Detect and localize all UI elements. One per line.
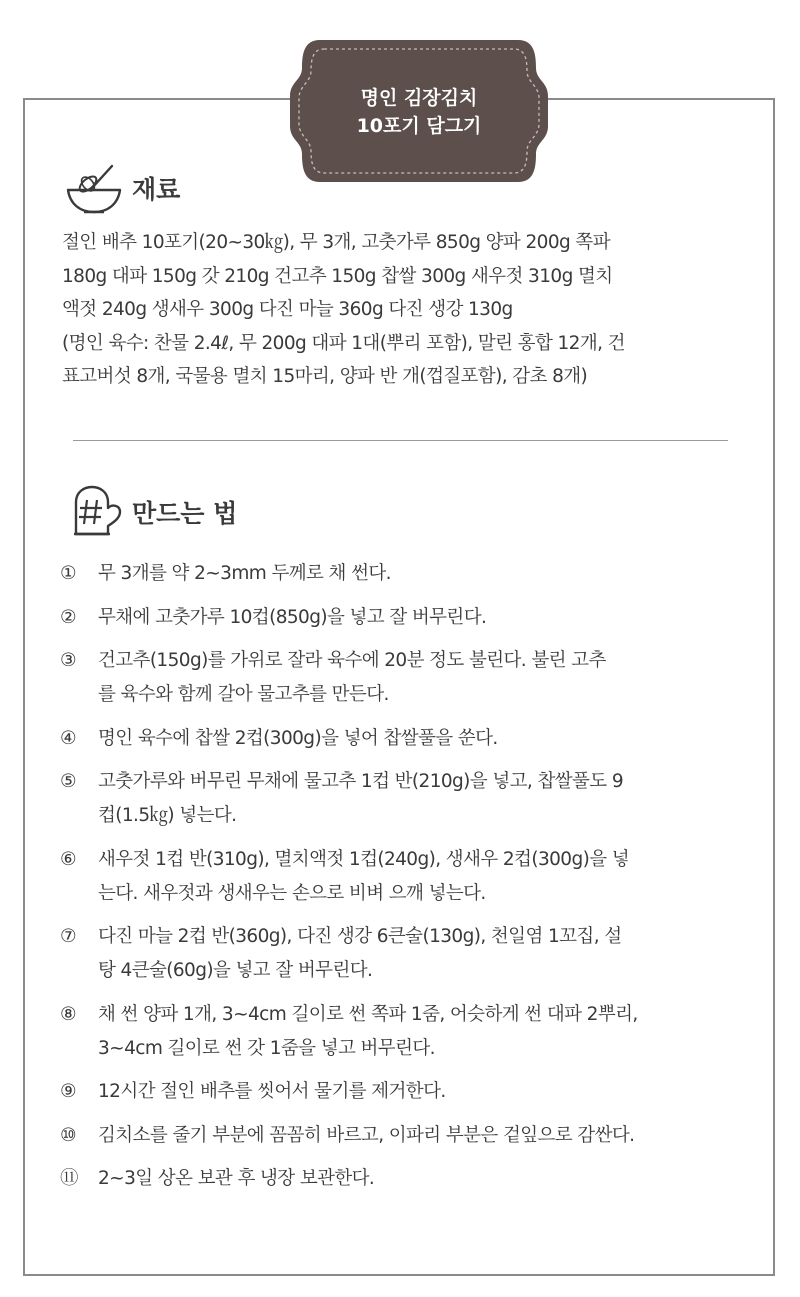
step-number: ④ bbox=[60, 727, 76, 749]
ingredients-header bbox=[62, 160, 180, 216]
step-number: ③ bbox=[60, 650, 76, 671]
title-line-2: 10포기 담그기 bbox=[356, 115, 482, 137]
title-line-1: 명인 김장김치 bbox=[360, 87, 478, 109]
step-number: ② bbox=[60, 606, 76, 628]
step-number: ⑧ bbox=[60, 1003, 76, 1025]
section-divider bbox=[73, 440, 728, 441]
step-item bbox=[60, 765, 760, 833]
step-item bbox=[60, 1119, 760, 1153]
step-number: ⑤ bbox=[60, 771, 76, 792]
step-number: ① bbox=[60, 563, 76, 584]
page-title bbox=[290, 84, 548, 140]
step-item bbox=[60, 644, 760, 712]
step-line: 김치소를 줄기 부분에 꼼꼼히 바르고, 이파리 부분은 겉잎으로 감싼다. bbox=[98, 1124, 635, 1146]
step-line: 건고추(150g)를 가위로 잘라 육수에 20분 정도 불린다. 불린 고추 bbox=[98, 650, 606, 671]
method-heading: 만드는 법 bbox=[132, 499, 238, 528]
step-item bbox=[60, 843, 760, 911]
step-item bbox=[60, 998, 760, 1066]
step-line: 3~4cm 길이로 썬 갓 1줌을 넣고 버무린다. bbox=[98, 1037, 435, 1059]
ingredients-line: 180g 대파 150g 갓 210g 건고추 150g 찹쌀 300g 새우젓 310g 멸치 bbox=[62, 265, 613, 287]
ingredients-line: (명인 육수: 찬물 2.4ℓ, 무 200g 대파 1대(뿌리 포함), 말린 홍합 12개, 건 bbox=[62, 332, 625, 354]
ingredients-line: 표고버섯 8개, 국물용 멸치 15마리, 양파 반 개(껍질포함), 감초 8개) bbox=[62, 366, 588, 387]
ingredients-heading: 재료 bbox=[132, 175, 181, 204]
step-item bbox=[60, 1162, 760, 1196]
step-item bbox=[60, 557, 760, 591]
step-line: 컵(1.5㎏) 넣는다. bbox=[98, 805, 237, 826]
step-line: 새우젓 1컵 반(310g), 멸치액젓 1컵(240g), 생새우 2컵(300g)을 넣 bbox=[98, 848, 630, 870]
mixing-bowl-whisk-icon bbox=[62, 160, 126, 216]
step-line: 2~3일 상온 보관 후 냉장 보관한다. bbox=[98, 1168, 375, 1189]
step-number: ⑦ bbox=[60, 926, 76, 947]
step-item bbox=[60, 722, 760, 756]
step-item bbox=[60, 1075, 760, 1109]
step-line: 무 3개를 약 2~3mm 두께로 채 썬다. bbox=[98, 563, 391, 584]
step-line: 다진 마늘 2컵 반(360g), 다진 생강 6큰술(130g), 천일염 1꼬집, 설 bbox=[98, 926, 622, 947]
step-line: 탕 4큰술(60g)을 넣고 잘 버무린다. bbox=[98, 960, 373, 981]
step-number: ⑩ bbox=[60, 1124, 76, 1146]
ingredients-text bbox=[62, 226, 752, 394]
method-header bbox=[62, 484, 237, 540]
step-line: 채 썬 양파 1개, 3~4cm 길이로 썬 쪽파 1줌, 어슷하게 썬 대파 2뿌리, bbox=[98, 1003, 638, 1025]
step-number: ⑨ bbox=[60, 1081, 76, 1102]
step-line: 고춧가루와 버무린 무채에 물고추 1컵 반(210g)을 넣고, 찹쌀풀도 9 bbox=[98, 771, 623, 792]
step-line: 무채에 고춧가루 10컵(850g)을 넣고 잘 버무린다. bbox=[98, 606, 487, 628]
title-badge bbox=[290, 40, 548, 182]
step-line: 명인 육수에 찹쌀 2컵(300g)을 넣어 찹쌀풀을 쑨다. bbox=[98, 727, 498, 749]
step-item bbox=[60, 920, 760, 988]
step-item bbox=[60, 601, 760, 635]
ingredients-line: 절인 배추 10포기(20~30㎏), 무 3개, 고춧가루 850g 양파 200g 쪽파 bbox=[62, 232, 610, 253]
step-line: 를 육수와 함께 갈아 물고추를 만든다. bbox=[98, 684, 389, 705]
step-number: ⑪ bbox=[60, 1168, 78, 1189]
method-steps bbox=[60, 557, 760, 1206]
oven-mitt-hash-icon bbox=[62, 484, 126, 540]
ingredients-line: 액젓 240g 생새우 300g 다진 마늘 360g 다진 생강 130g bbox=[62, 299, 513, 320]
step-line: 는다. 새우젓과 생새우는 손으로 비벼 으깨 넣는다. bbox=[98, 882, 486, 904]
step-number: ⑥ bbox=[60, 848, 76, 870]
step-line: 12시간 절인 배추를 씻어서 물기를 제거한다. bbox=[98, 1081, 446, 1102]
